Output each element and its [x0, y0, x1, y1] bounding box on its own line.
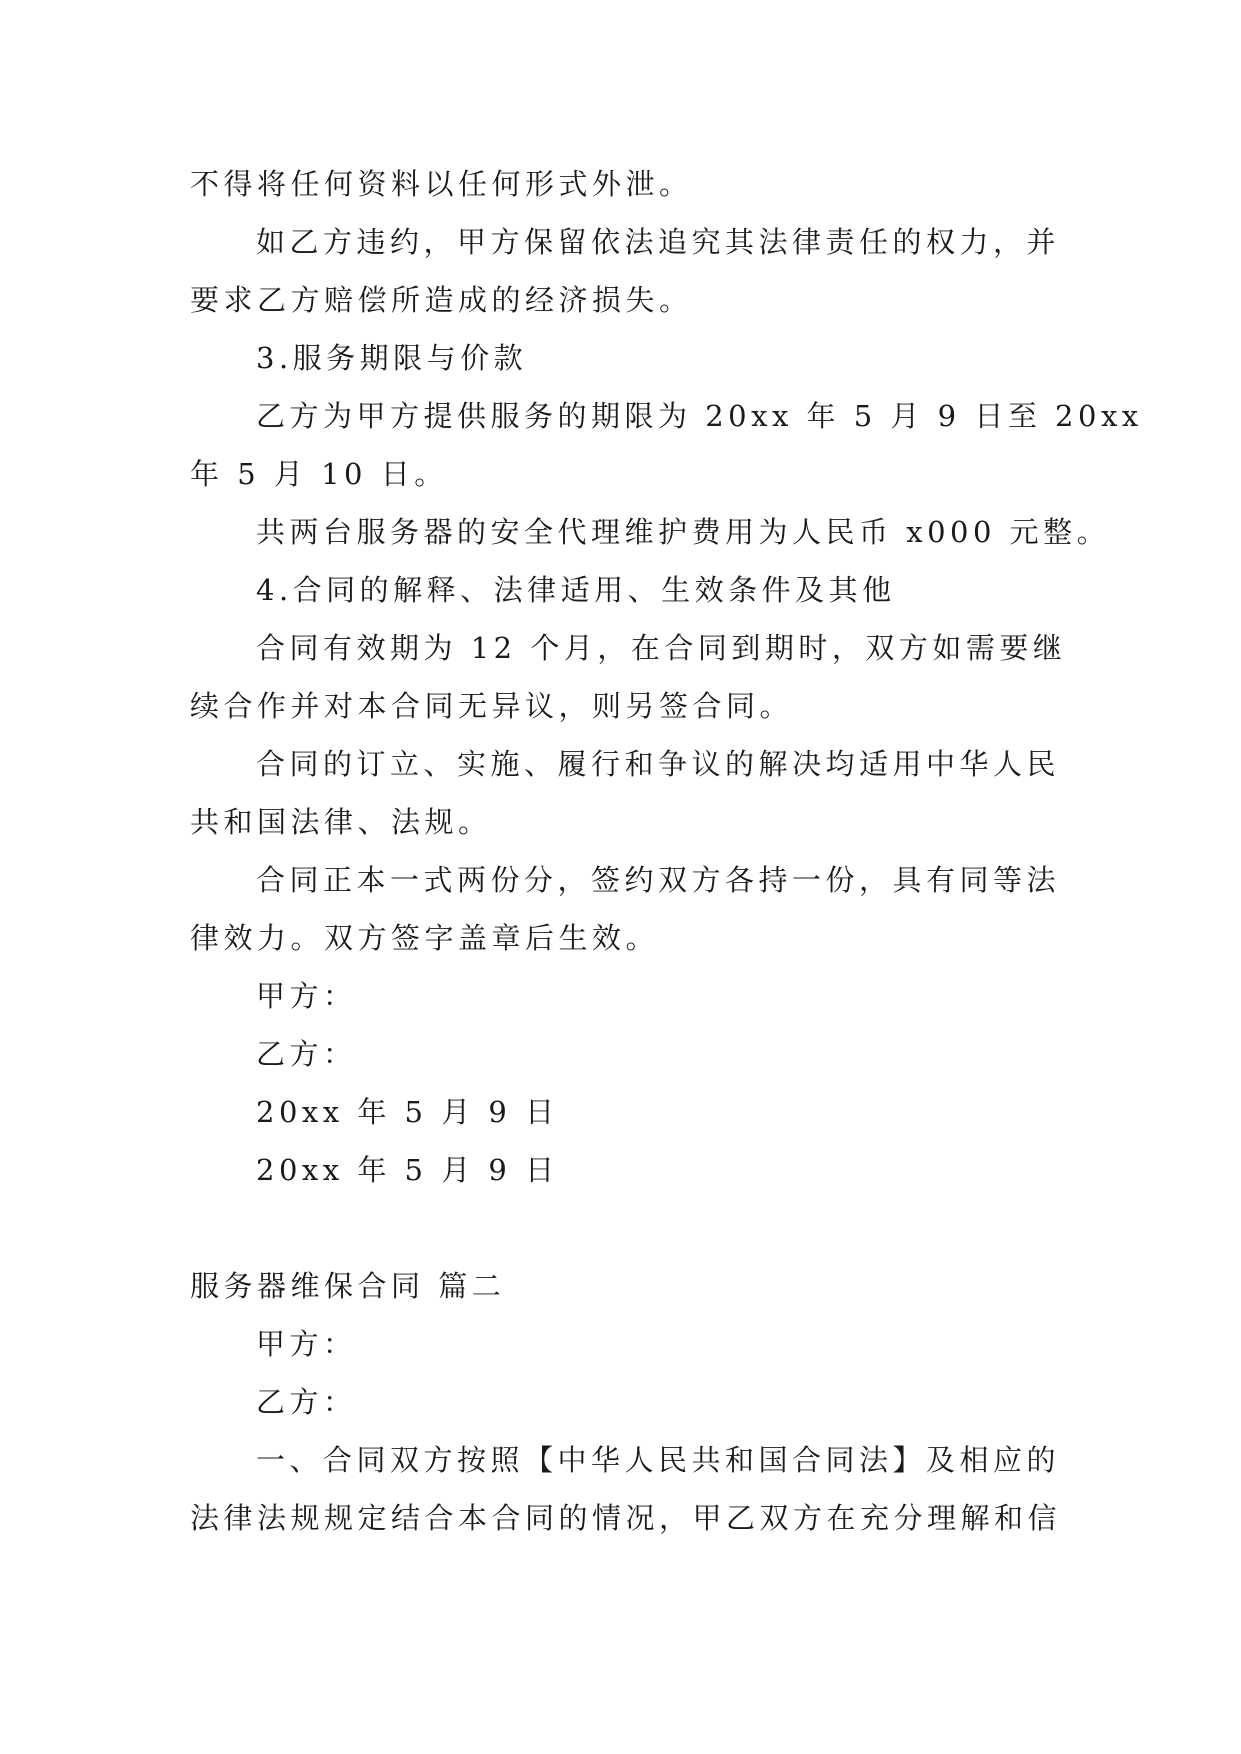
paragraph-line: 一、合同双方按照【中华人民共和国合同法】及相应的 [256, 1443, 1061, 1477]
party-a-label: 甲方： [256, 1327, 357, 1361]
paragraph-line: 不得将任何资料以任何形式外泄。 [190, 167, 693, 201]
paragraph-line: 律效力。双方签字盖章后生效。 [190, 921, 660, 955]
party-b-label: 乙方： [256, 1385, 357, 1419]
signing-date: 20xx 年 5 月 9 日 [256, 1095, 559, 1129]
paragraph-line: 乙方为甲方提供服务的期限为 20xx 年 5 月 9 日至 20xx [256, 399, 1143, 433]
paragraph-line: 法律法规规定结合本合同的情况，甲乙双方在充分理解和信 [190, 1501, 1062, 1535]
paragraph-line: 合同的订立、实施、履行和争议的解决均适用中华人民 [256, 747, 1061, 781]
section-heading: 3.服务期限与价款 [256, 341, 528, 375]
paragraph-line: 如乙方违约，甲方保留依法追究其法律责任的权力，并 [256, 225, 1061, 259]
paragraph-line: 共两台服务器的安全代理维护费用为人民币 x000 元整。 [256, 515, 1111, 549]
paragraph-line: 年 5 月 10 日。 [190, 457, 448, 491]
party-a-label: 甲方： [256, 979, 357, 1013]
section-title: 服务器维保合同 篇二 [190, 1269, 506, 1303]
party-b-label: 乙方： [256, 1037, 357, 1071]
signing-date: 20xx 年 5 月 9 日 [256, 1153, 559, 1187]
paragraph-line: 共和国法律、法规。 [190, 805, 492, 839]
paragraph-line: 合同有效期为 12 个月，在合同到期时，双方如需要继 [256, 631, 1067, 665]
paragraph-line: 合同正本一式两份分，签约双方各持一份，具有同等法 [256, 863, 1061, 897]
paragraph-line: 续合作并对本合同无异议，则另签合同。 [190, 689, 794, 723]
section-heading: 4.合同的解释、法律适用、生效条件及其他 [256, 573, 896, 607]
paragraph-line: 要求乙方赔偿所造成的经济损失。 [190, 283, 693, 317]
